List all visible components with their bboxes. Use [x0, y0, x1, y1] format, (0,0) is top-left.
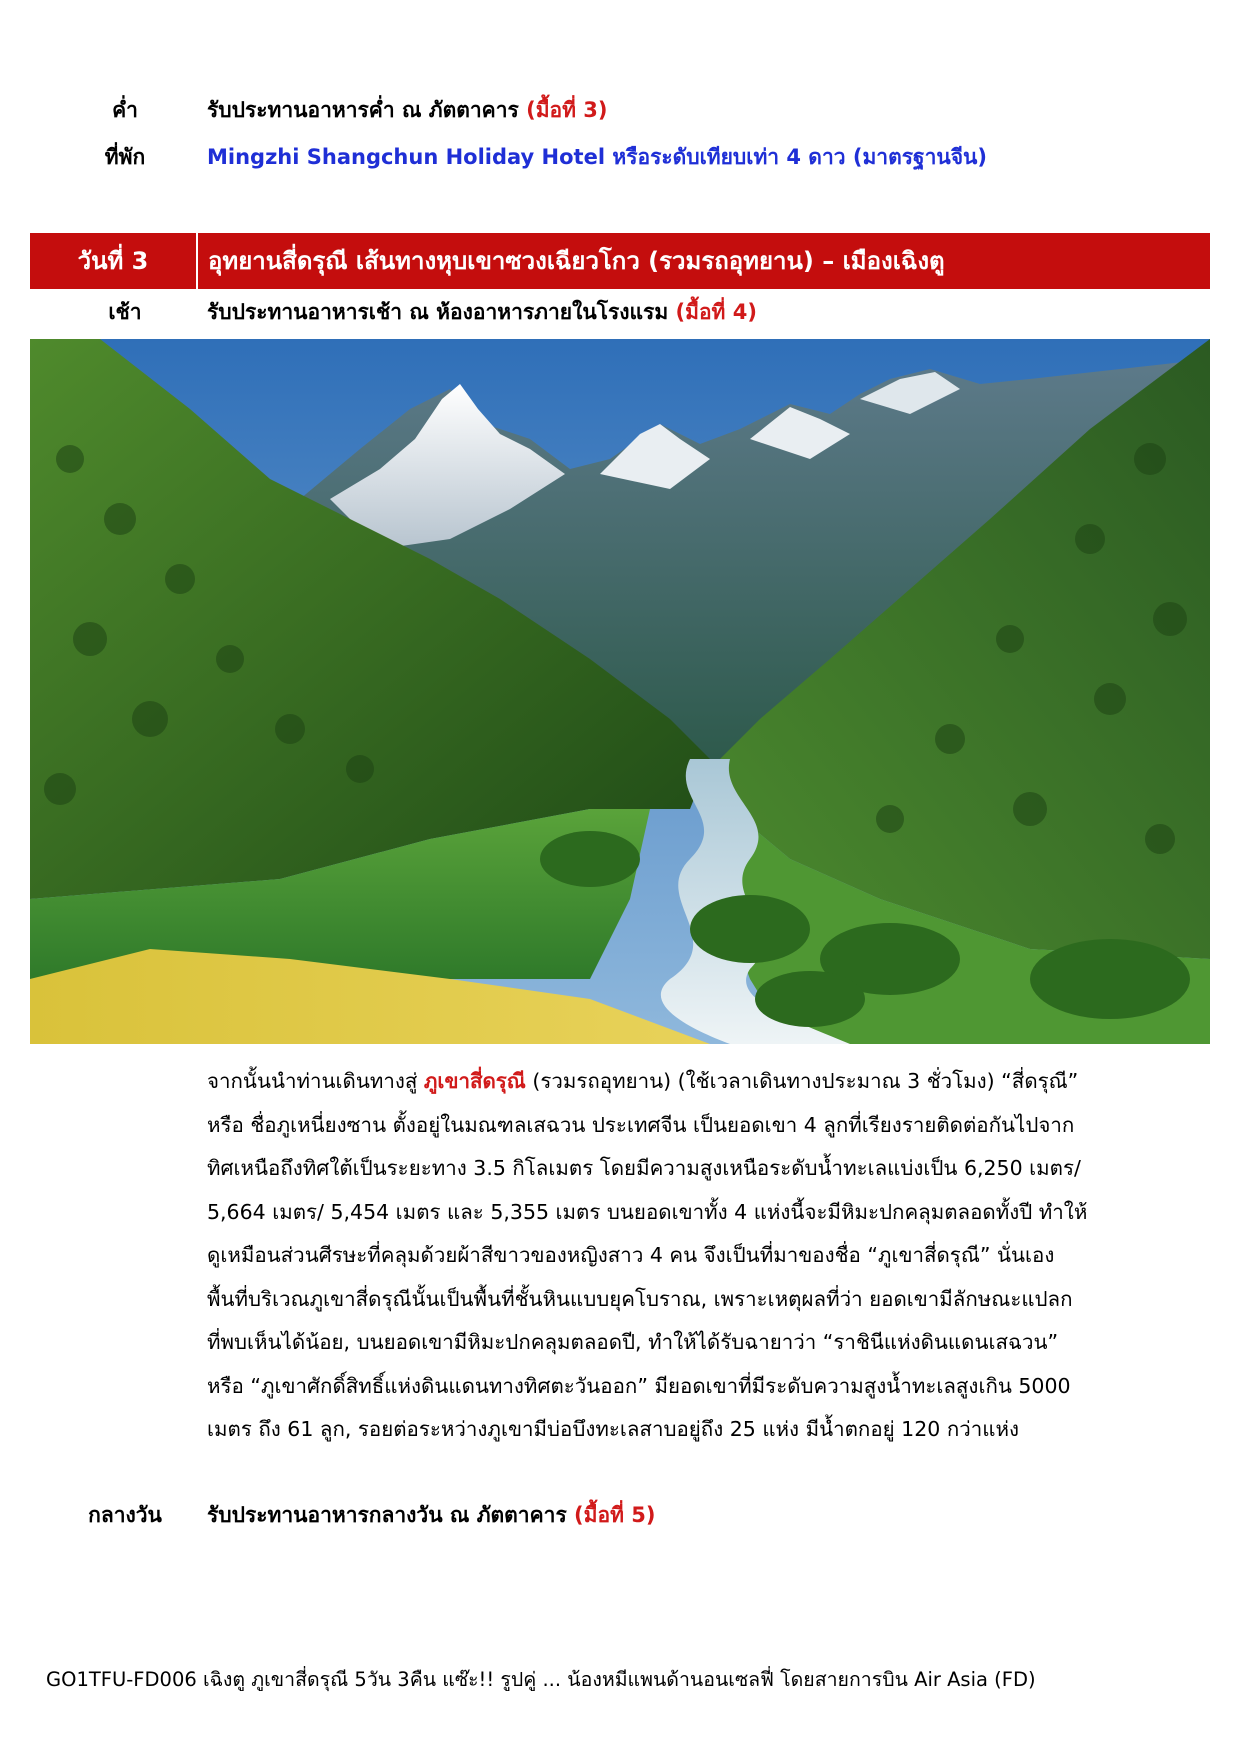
- description-line: 5,664 เมตร/ 5,454 เมตร และ 5,355 เมตร บนยอดเขาทั้ง 4 แห่งนี้จะมีหิมะปกคลุมตลอดทั้งปี ทำให้: [207, 1199, 1088, 1224]
- day-number: วันที่ 3: [77, 247, 149, 275]
- mountain-valley-illustration: [30, 339, 1210, 1044]
- description-line: พื้นที่บริเวณภูเขาสี่ดรุณีนั้นเป็นพื้นที่ชั้นหินแบบยุคโบราณ, เพราะเหตุผลที่ว่า ยอดเขามีลักษณะแปลก: [207, 1286, 1073, 1311]
- attraction-description: [207, 1060, 1197, 1452]
- day-header-band: [30, 233, 1210, 289]
- day-title: อุทยานสี่ดรุณี เส้นทางหุบเขาซวงเฉียวโกว (รวมรถอุทยาน) – เมืองเฉิงตู: [208, 247, 945, 275]
- lunch-label: กลางวัน: [88, 1503, 162, 1527]
- hotel-text: Mingzhi Shangchun Holiday Hotel หรือระดับเทียบเท่า 4 ดาว (มาตรฐานจีน): [207, 145, 987, 169]
- hotel-label: ที่พัก: [104, 145, 146, 169]
- description-line: หรือ ชื่อภูเหนี่ยงซาน ตั้งอยู่ในมณฑลเสฉวน ประเทศจีน เป็นยอดเขา 4 ลูกที่เรียงรายติดต่อกันไปจาก: [207, 1112, 1075, 1137]
- lunch-description: รับประทานอาหารกลางวัน ณ ภัตตาคาร: [207, 1503, 567, 1527]
- dinner-text: [207, 94, 608, 127]
- dinner-description: รับประทานอาหารค่ำ ณ ภัตตาคาร: [207, 98, 519, 122]
- mountain-valley-photo: [30, 339, 1210, 1044]
- description-line-start: จากนั้นนำท่านเดินทางสู่: [207, 1069, 424, 1093]
- highlight-four-girls-mountain: ภูเขาสี่ดรุณี: [423, 1069, 526, 1093]
- lunch-text: [207, 1499, 655, 1532]
- breakfast-description: รับประทานอาหารเช้า ณ ห้องอาหารภายในโรงแรม: [207, 300, 669, 324]
- breakfast-meal-number: (มื้อที่ 4): [675, 300, 757, 324]
- breakfast-label: เช้า: [108, 300, 142, 324]
- breakfast-text: [207, 296, 757, 329]
- dinner-label: ค่ำ: [112, 98, 138, 122]
- day-header-divider: [196, 233, 198, 289]
- description-line: [207, 1060, 1197, 1104]
- page-footer: GO1TFU-FD006 เฉิงตู ภูเขาสี่ดรุณี 5วัน 3คืน แซ๊ะ!! รูปคู่ ... น้องหมีแพนด้านอนเซลฟี่ โดยสายการบิน Air Asia (FD): [46, 1668, 1036, 1691]
- description-line: ที่พบเห็นได้น้อย, บนยอดเขามีหิมะปกคลุมตลอดปี, ทำให้ได้รับฉายาว่า “ราชินีแห่งดินแดนเสฉวน”: [207, 1330, 1059, 1354]
- description-line: หรือ “ภูเขาศักดิ์สิทธิ์แห่งดินแดนทางทิศตะวันออก” มียอดเขาที่มีระดับความสูงน้ำทะเลสูงเกิน 5000: [207, 1373, 1071, 1398]
- description-line-end: (รวมรถอุทยาน) (ใช้เวลาเดินทางประมาณ 3 ชั่วโมง) “สี่ดรุณี”: [525, 1069, 1079, 1093]
- description-line: ทิศเหนือถึงทิศใต้เป็นระยะทาง 3.5 กิโลเมตร โดยมีความสูงเหนือระดับน้ำทะเลแบ่งเป็น 6,250 เมตร/: [207, 1156, 1081, 1180]
- description-line: ดูเหมือนส่วนศีรษะที่คลุมด้วยผ้าสีขาวของหญิงสาว 4 คน จึงเป็นที่มาของชื่อ “ภูเขาสี่ดรุณี” นั่นเอง: [207, 1243, 1055, 1267]
- lunch-meal-number: (มื้อที่ 5): [574, 1503, 656, 1527]
- dinner-meal-number: (มื้อที่ 3): [526, 98, 608, 122]
- description-line: เมตร ถึง 61 ลูก, รอยต่อระหว่างภูเขามีบ่อบึงทะเลสาบอยู่ถึง 25 แห่ง มีน้ำตกอยู่ 120 กว่าแห่ง: [207, 1417, 1020, 1441]
